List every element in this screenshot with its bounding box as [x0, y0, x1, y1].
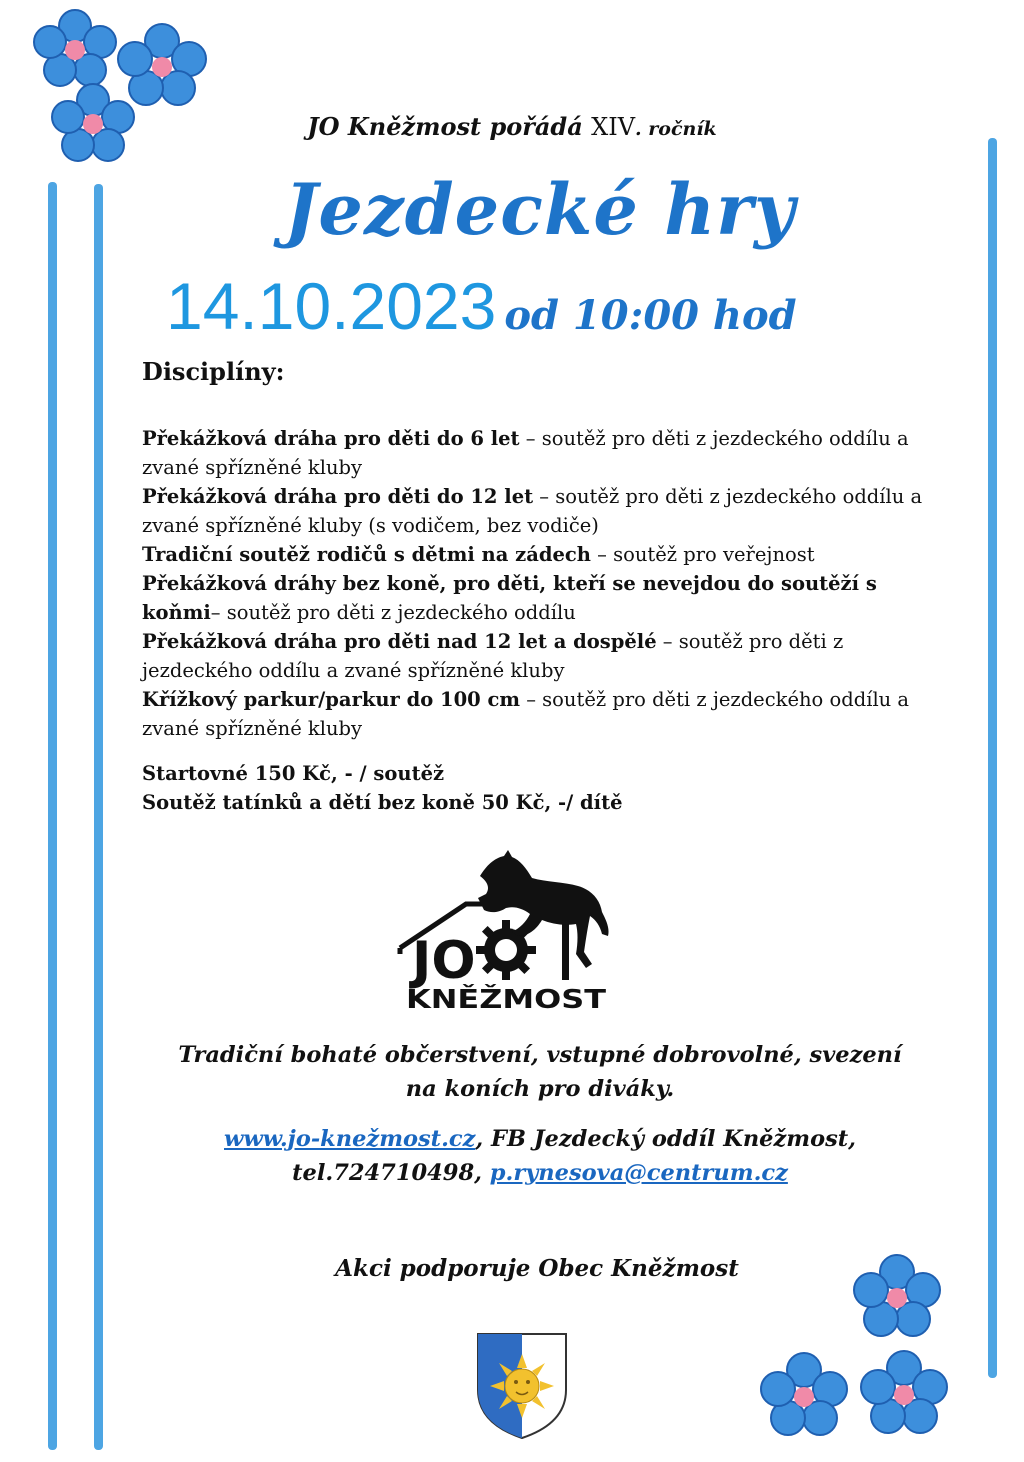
coat-of-arms — [474, 1330, 570, 1440]
discipline-name: Překážková dráhy bez koně, pro děti, kteří se nevejdou do soutěží s koňmi — [142, 572, 877, 624]
fees — [142, 759, 623, 817]
discipline-name: Překážková dráha pro děti nad 12 let a dospělé — [142, 630, 657, 653]
discipline-desc: – soutěž pro děti z jezdeckého oddílu a zvané spřízněné kluby (s vodičem, bez vodiče) — [142, 485, 923, 537]
logo-town: KNĚŽMOST — [406, 985, 569, 1013]
disciplines-list — [142, 424, 952, 743]
intro-organizer: JO Kněžmost pořádá — [307, 112, 592, 141]
website-link[interactable]: www.jo-knežmost.cz — [224, 1126, 476, 1152]
intro-line — [0, 112, 1024, 141]
intro-edition: XIV — [591, 113, 636, 141]
start-fee: Startovné 150 Kč, - / soutěž — [142, 762, 445, 785]
discipline-desc: – soutěž pro děti z jezdeckého oddílu — [210, 601, 576, 624]
phone-text: tel.724710498, — [292, 1160, 490, 1186]
discipline-desc: – soutěž pro děti z jezdeckého oddílu a zvané spřízněné kluby — [142, 688, 910, 740]
disciplines-heading: Disciplíny: — [142, 357, 285, 386]
list-item — [142, 424, 952, 482]
contact-info — [140, 1122, 940, 1190]
info-line: na koních pro diváky. — [405, 1076, 675, 1102]
club-logo — [396, 848, 616, 1013]
flower-icon — [30, 8, 120, 88]
discipline-desc: – soutěž pro děti z jezdeckého oddílu a zvané spřízněné kluby — [142, 427, 909, 479]
discipline-name: Překážková dráha pro děti do 12 let — [142, 485, 534, 508]
discipline-desc: – soutěž pro děti z jezdeckého oddílu a zvané spřízněné kluby — [142, 630, 844, 682]
list-item — [142, 482, 952, 540]
info-line: Tradiční bohaté občerstvení, vstupné dobrovolné, svezení — [178, 1042, 902, 1068]
list-item — [142, 569, 952, 627]
list-item — [142, 627, 952, 685]
fathers-fee: Soutěž tatínků a dětí bez koně 50 Kč, -/ dítě — [142, 791, 623, 814]
page-title: Jezdecké hry — [284, 168, 796, 251]
discipline-name: Křížkový parkur/parkur do 100 cm — [142, 688, 521, 711]
facebook-text: , FB Jezdecký oddíl Kněžmost, — [475, 1126, 856, 1152]
sun-icon — [490, 1354, 554, 1418]
flower-icon — [758, 1350, 850, 1442]
discipline-name: Tradiční soutěž rodičů s dětmi na zádech — [142, 543, 591, 566]
discipline-desc: – soutěž pro veřejnost — [590, 543, 815, 566]
event-date: 14.10.2023 — [166, 269, 497, 343]
list-item — [142, 685, 952, 743]
email-link[interactable]: p.rynesova@centrum.cz — [489, 1160, 788, 1186]
right-stripe — [988, 138, 997, 1378]
date-line — [166, 268, 797, 344]
intro-suffix: . ročník — [635, 118, 717, 140]
event-time: od 10:00 hod — [504, 292, 797, 339]
flower-icon — [858, 1348, 950, 1440]
refreshments-info — [140, 1038, 940, 1106]
discipline-name: Překážková dráha pro děti do 6 let — [142, 427, 520, 450]
sponsor-note: Akci podporuje Obec Kněžmost — [335, 1255, 739, 1282]
list-item — [142, 540, 952, 569]
logo-jo: JO — [412, 931, 476, 991]
